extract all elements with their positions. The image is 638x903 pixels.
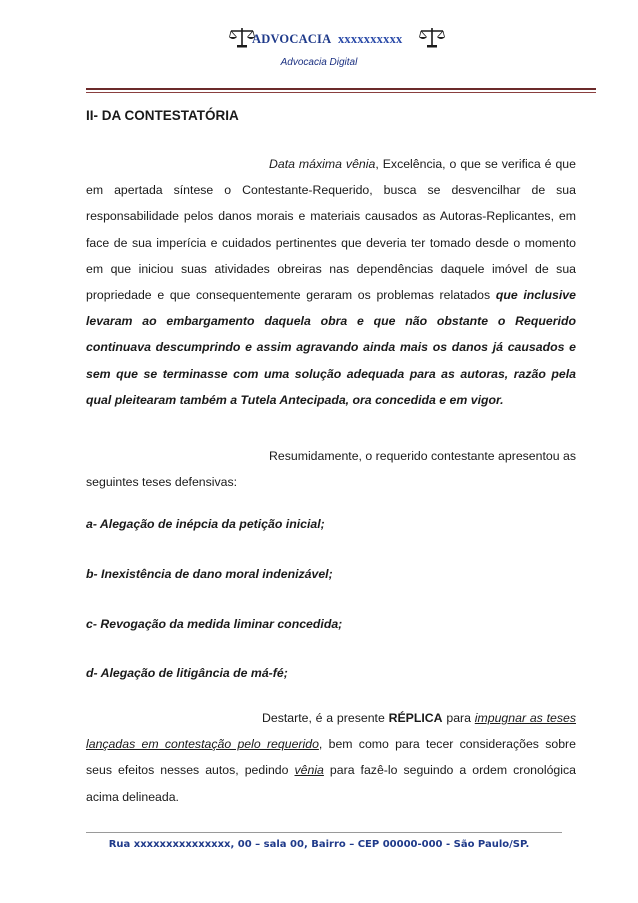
header-rule-thin: [86, 92, 596, 93]
header-rule: [86, 88, 596, 90]
footer-address: Rua xxxxxxxxxxxxxxx, 00 – sala 00, Bairro – CEP 00000-000 - São Paulo/SP.: [108, 839, 530, 850]
brand-name: [252, 32, 432, 47]
underlined-word: vênia: [294, 763, 324, 778]
brand-row: [0, 22, 638, 48]
paragraph-text: para fazê-lo seguindo a ordem cronológica acima delineada.: [86, 763, 576, 804]
defense-item-c: c- Revogação da medida liminar concedida;: [86, 617, 343, 631]
paragraph-text: Resumidamente, o requerido contestante apresentou as seguintes teses defensivas:: [86, 449, 576, 490]
paragraph-text: , bem como para tecer considerações sobre seus efeitos nesses autos, pedindo: [86, 737, 576, 778]
paragraph-replica: [86, 705, 576, 810]
scales-of-justice-icon: [418, 26, 446, 48]
section-title: II- DA CONTESTATÓRIA: [86, 108, 239, 123]
defense-item-b: b- Inexistência de dano moral indenizável;: [86, 567, 333, 581]
brand-suffix: xxxxxxxxxx: [337, 32, 403, 46]
paragraph-text: para: [442, 711, 475, 725]
defense-item-d: d- Alegação de litigância de má-fé;: [86, 666, 288, 680]
paragraph-text: Destarte, é a presente: [262, 711, 389, 725]
footer-rule: [86, 832, 562, 833]
underlined-phrase: impugnar as teses lançadas em contestação pelo requerido: [86, 711, 577, 752]
letterhead: [0, 22, 638, 68]
defense-item-a: a- Alegação de inépcia da petição inicial;: [86, 517, 325, 531]
brand-word: ADVOCACIA: [252, 32, 332, 46]
letterhead-subtitle: Advocacia Digital: [280, 57, 358, 68]
paragraph-text: , Excelência, o que se verifica é que em apertada síntese o Contestante-Requerido, busca se desvencilhar de sua responsabilidade pelos danos morais e materiais causados as Autoras-Replicantes, em face de sua imperícia e cuidados pertinentes que deveria ter tomado desde o momento em que iniciou suas atividades obreiras nas dependências daquele imóvel de sua propriedade e que consequentemente geraram os problemas relatados: [86, 157, 576, 303]
replica-keyword: RÉPLICA: [388, 711, 443, 725]
latin-expression: Data máxima vênia: [269, 157, 376, 171]
paragraph-contestatoria: [86, 151, 576, 413]
emphasized-text: que inclusive levaram ao embargamento daquela obra e que não obstante o Requerido continuava descumprindo e assim agravando ainda mais os danos já causados e sem que se terminasse com uma solução adequada para as autoras, razão pela qual pleitearam também a Tutela Antecipada, ora concedida e em vigor.: [86, 288, 576, 407]
paragraph-summary: [86, 443, 576, 495]
